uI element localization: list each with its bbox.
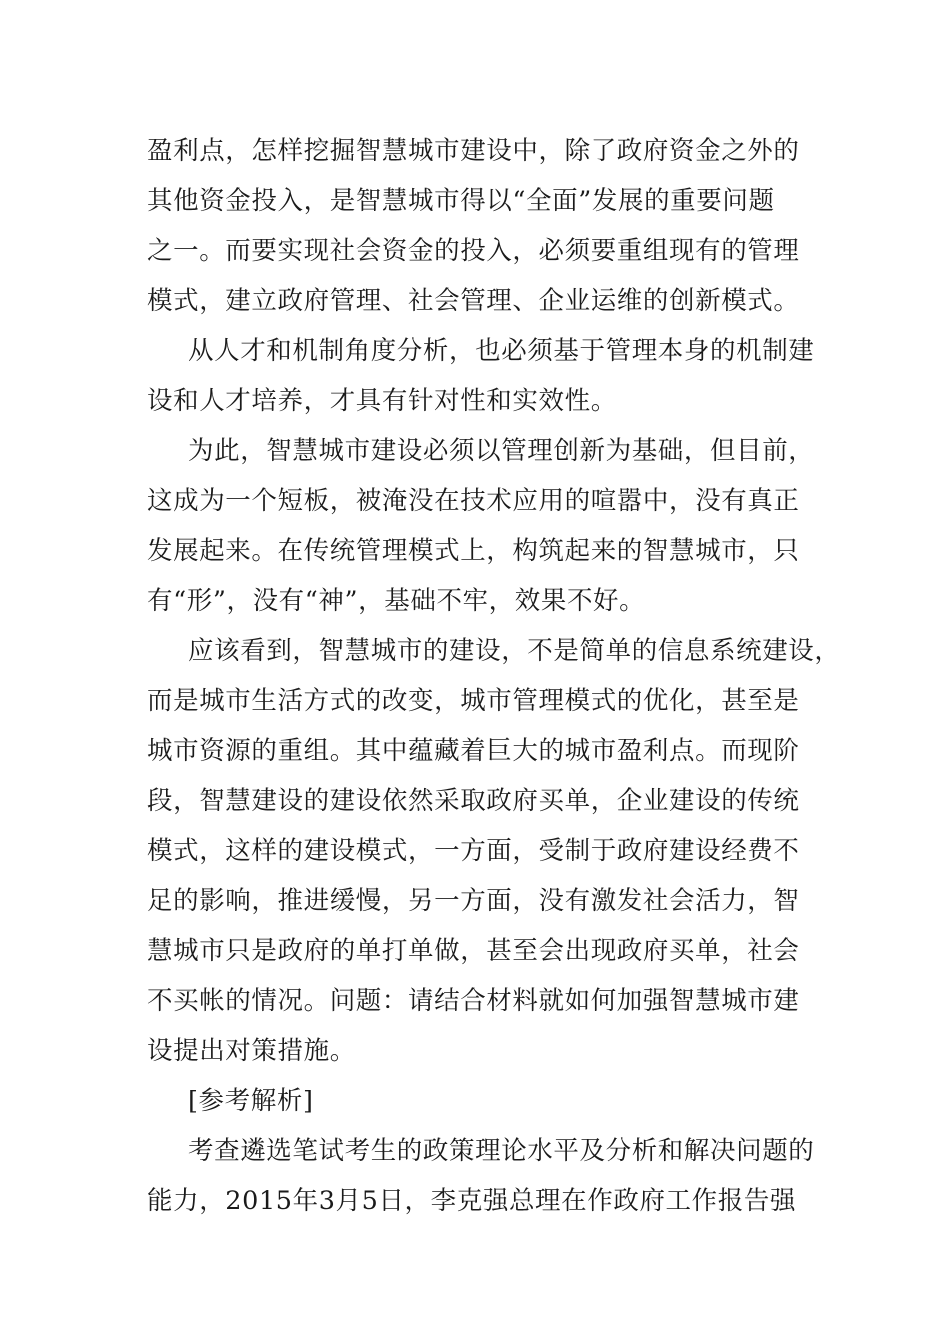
text-line: 足的影响，推进缓慢，另一方面，没有激发社会活力，智 — [147, 886, 800, 916]
text-line: 设和人才培养，才具有针对性和实效性。 — [147, 386, 617, 416]
paragraph-first-line: 考查遴选笔试考生的政策理论水平及分析和解决问题的 — [188, 1136, 815, 1166]
text-line: 发展起来。在传统管理模式上，构筑起来的智慧城市，只 — [147, 536, 800, 566]
text-line: 之一。而要实现社会资金的投入，必须要重组现有的管理 — [147, 236, 800, 266]
text-line: 能力，2015年3月5日，李克强总理在作政府工作报告强 — [147, 1186, 797, 1216]
text-line: 这成为一个短板，被淹没在技术应用的喧嚣中，没有真正 — [147, 486, 800, 516]
text-line: 模式，这样的建设模式，一方面，受制于政府建设经费不 — [147, 836, 800, 866]
paragraph-first-line: 为此，智慧城市建设必须以管理创新为基础，但目前， — [188, 436, 815, 466]
text-line: 设提出对策措施。 — [147, 1036, 356, 1066]
text-line: 有“形”，没有“神”，基础不牢，效果不好。 — [147, 586, 646, 616]
text-line: 盈利点，怎样挖掘智慧城市建设中，除了政府资金之外的 — [147, 136, 800, 166]
text-line: 段，智慧建设的建设依然采取政府买单，企业建设的传统 — [147, 786, 800, 816]
paragraph-first-line: 应该看到，智慧城市的建设，不是简单的信息系统建设， — [188, 636, 841, 666]
text-line: 慧城市只是政府的单打单做，甚至会出现政府买单，社会 — [147, 936, 800, 966]
text-line: 不买帐的情况。问题：请结合材料就如何加强智慧城市建 — [147, 986, 800, 1016]
text-line: 而是城市生活方式的改变，城市管理模式的优化，甚至是 — [147, 686, 800, 716]
text-line: 模式，建立政府管理、社会管理、企业运维的创新模式。 — [147, 286, 800, 316]
text-line: 城市资源的重组。其中蕴藏着巨大的城市盈利点。而现阶 — [147, 736, 800, 766]
paragraph-first-line: 从人才和机制角度分析，也必须基于管理本身的机制建 — [188, 336, 815, 366]
section-heading: [参考解析] — [188, 1086, 314, 1116]
text-line: 其他资金投入，是智慧城市得以“全面”发展的重要问题 — [147, 186, 775, 216]
